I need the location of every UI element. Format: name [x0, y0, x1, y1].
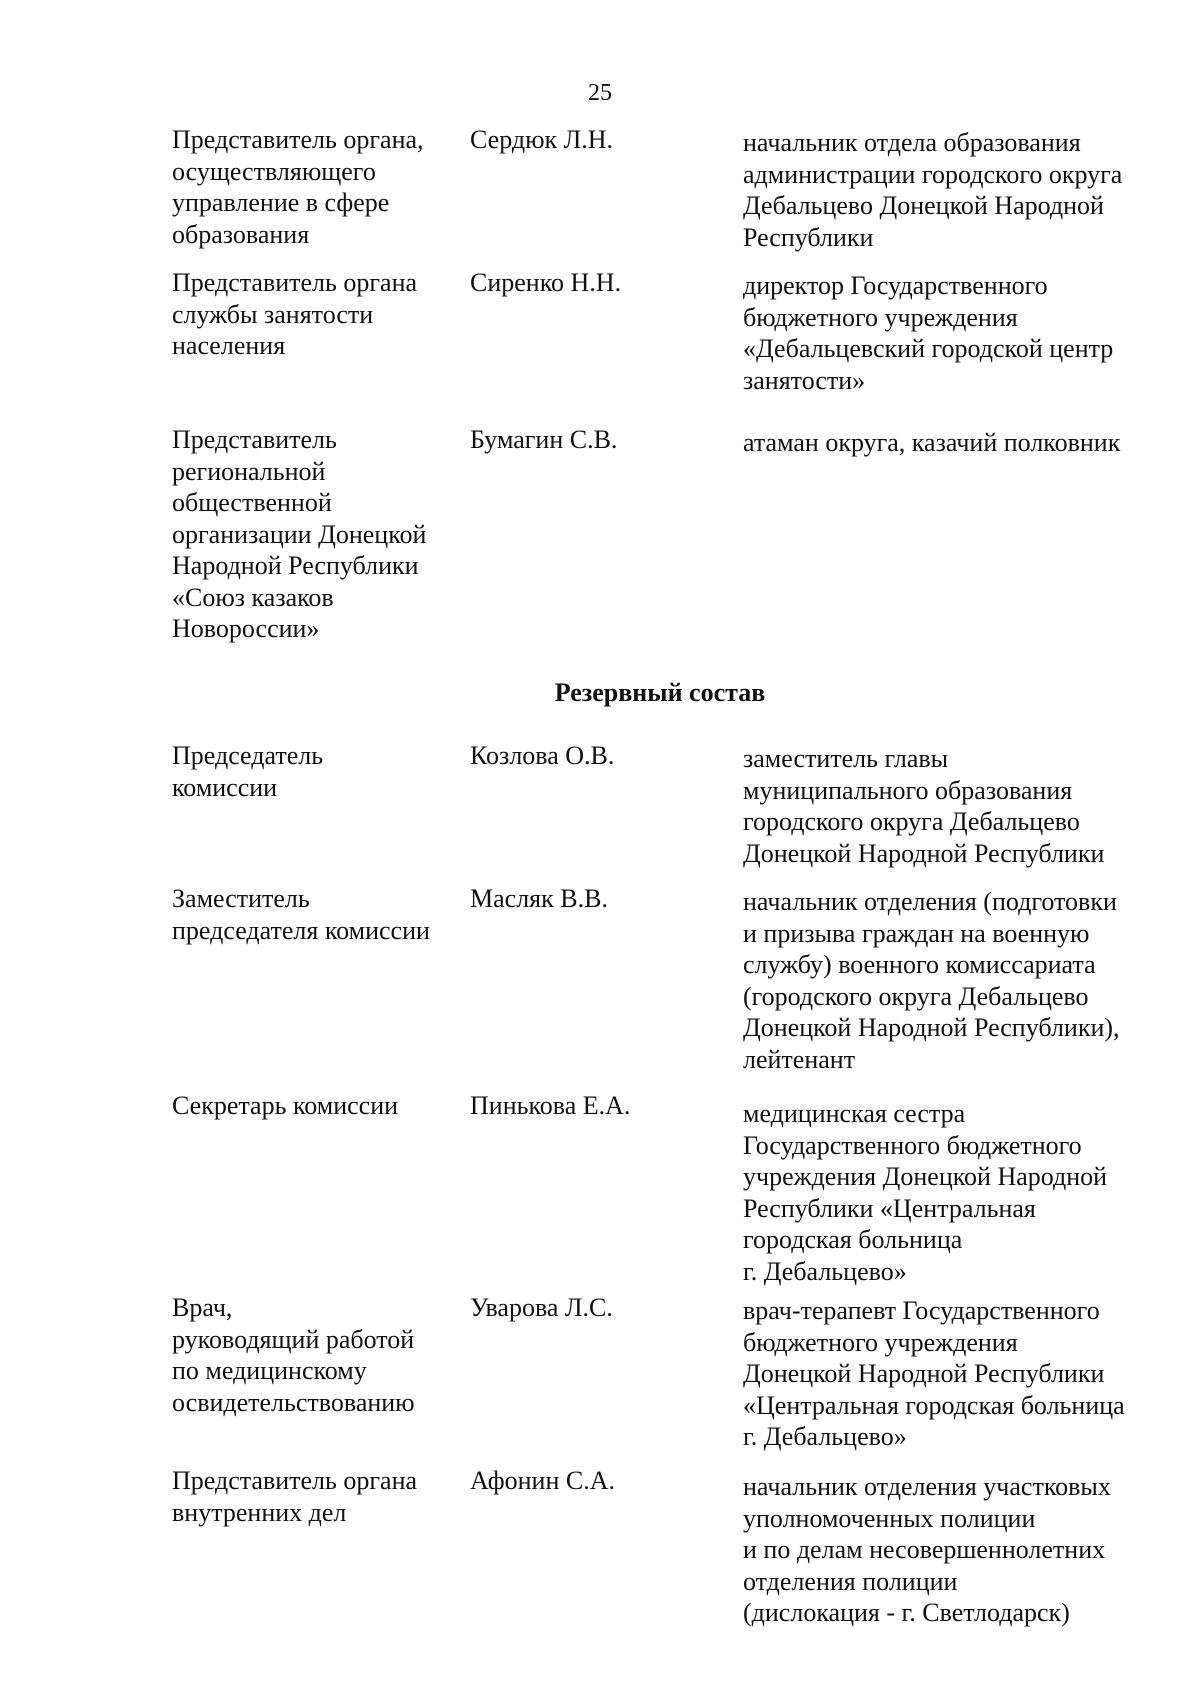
member-name: Уварова Л.С. [470, 1293, 613, 1322]
section-title: Резервный состав [554, 678, 766, 707]
member-position: врач-терапевт Государственного бюджетного учреждения Донецкой Народной Республики «Центральная городская больница г. Дебальцево» [743, 1296, 1125, 1451]
member-name: Масляк В.В. [470, 884, 608, 913]
member-position: начальник отделения участковых уполномоченных полиции и по делам несовершеннолетних отделения полиции (дислокация - г. Светлодарск) [743, 1472, 1111, 1627]
member-name: Афонин С.А. [470, 1466, 615, 1495]
member-position: атаман округа, казачий полковник [743, 428, 1121, 457]
member-role: Заместитель председателя комиссии [172, 884, 430, 945]
member-role: Врач, руководящий работой по медицинскому освидетельствованию [172, 1293, 415, 1417]
member-position: начальник отделения (подготовки и призыва граждан на военную службу) военного комиссариата (городского округа Дебальцево Донецкой Народной Республики), лейтенант [743, 887, 1120, 1074]
member-position: заместитель главы муниципального образования городского округа Дебальцево Донецкой Народной Республики [743, 744, 1105, 868]
page-number: 25 [588, 80, 612, 106]
member-role: Представитель органа, осуществляющего управление в сфере образования [172, 125, 424, 249]
member-position: медицинская сестра Государственного бюджетного учреждения Донецкой Народной Республики «Центральная городская больница г. Дебальцево» [743, 1099, 1108, 1286]
member-role: Представитель региональной общественной организации Донецкой Народной Республики «Союз казаков Новороссии» [172, 425, 427, 643]
member-position: директор Государственного бюджетного учреждения «Дебальцевский городской центр занятости» [743, 271, 1114, 395]
member-name: Сиренко Н.Н. [470, 268, 622, 297]
member-name: Сердюк Л.Н. [470, 125, 614, 154]
member-role: Представитель органа внутренних дел [172, 1466, 418, 1527]
member-role: Председатель комиссии [172, 741, 324, 802]
member-role: Секретарь комиссии [172, 1091, 399, 1120]
member-name: Козлова О.В. [470, 741, 615, 770]
member-role: Представитель органа службы занятости населения [172, 268, 418, 360]
member-name: Бумагин С.В. [470, 425, 618, 454]
member-position: начальник отдела образования администрации городского округа Дебальцево Донецкой Народной Республики [743, 128, 1123, 252]
member-name: Пинькова Е.А. [470, 1091, 631, 1120]
